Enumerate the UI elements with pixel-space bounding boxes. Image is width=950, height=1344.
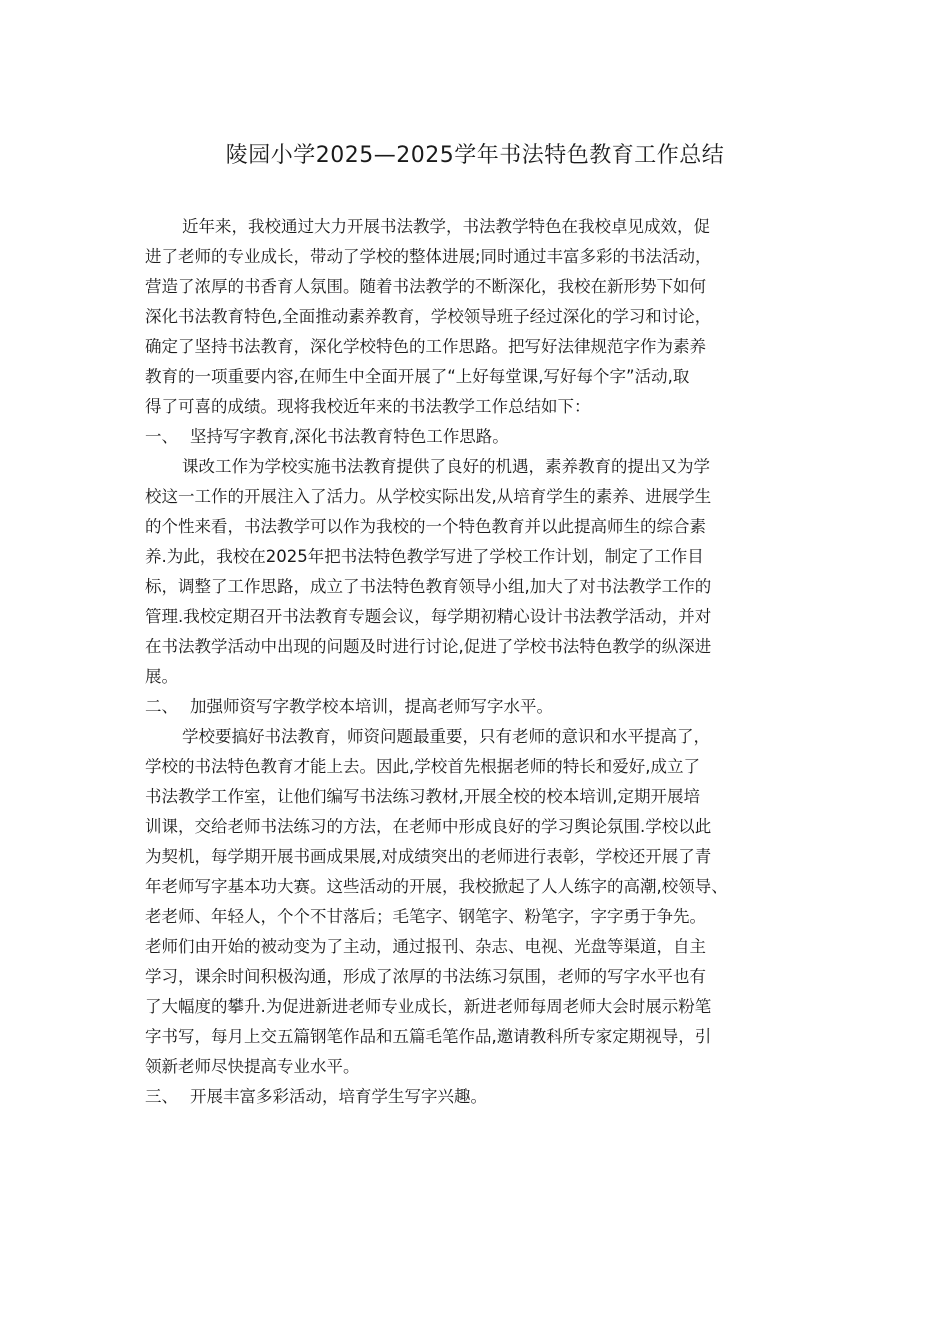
section-heading-text: 加强师资写字教学校本培训，提高老师写字水平。 [190, 697, 553, 716]
paragraph-line: 课改工作为学校实施书法教育提供了良好的机遇，素养教育的提出又为学 [182, 457, 710, 476]
paragraph-line: 管理.我校定期召开书法教育专题会议，每学期初精心设计书法教学活动，并对 [145, 607, 712, 626]
section-heading [145, 422, 807, 452]
paragraph-line: 的个性来看，书法教学可以作为我校的一个特色教育并以此提高师生的综合素 [145, 517, 706, 536]
paragraph-line: 学校的书法特色教育才能上去。因此,学校首先根据老师的特长和爱好,成立了 [145, 757, 700, 776]
paragraph-line: 年老师写字基本功大赛。这些活动的开展，我校掀起了人人练字的高潮,校领导、 [145, 877, 728, 896]
paragraph-line: 教育的一项重要内容,在师生中全面开展了“上好每堂课,写好每个字”活动,取 [145, 367, 690, 386]
section-number: 三、 [145, 1087, 178, 1106]
paragraph-line: 字书写，每月上交五篇钢笔作品和五篇毛笔作品,邀请教科所专家定期视导，引 [145, 1027, 712, 1046]
section-number: 一、 [145, 427, 178, 446]
section-heading [145, 1082, 807, 1112]
document-body [145, 212, 807, 1112]
paragraph-line: 进了老师的专业成长，带动了学校的整体进展;同时通过丰富多彩的书法活动， [145, 247, 712, 266]
paragraph-line: 深化书法教育特色,全面推动素养教育，学校领导班子经过深化的学习和讨论， [145, 307, 712, 326]
paragraph-line: 老师们由开始的被动变为了主动，通过报刊、杂志、电视、光盘等渠道，自主 [145, 937, 706, 956]
paragraph-line: 养.为此，我校在2025年把书法特色教学写进了学校工作计划，制定了工作目 [145, 547, 704, 566]
paragraph-line: 营造了浓厚的书香育人氛围。随着书法教学的不断深化，我校在新形势下如何 [145, 277, 706, 296]
section-heading-text: 坚持写字教育,深化书法教育特色工作思路。 [190, 427, 509, 446]
paragraph-line: 确定了坚持书法教育，深化学校特色的工作思路。把写好法律规范字作为素养 [145, 337, 706, 356]
paragraph-line: 书法教学工作室，让他们编写书法练习教材,开展全校的校本培训,定期开展培 [145, 787, 700, 806]
paragraph-line: 展。 [145, 667, 178, 686]
paragraph-line: 在书法教学活动中出现的问题及时进行讨论,促进了学校书法特色教学的纵深进 [145, 637, 712, 656]
paragraph-line: 领新老师尽快提高专业水平。 [145, 1057, 360, 1076]
paragraph [145, 722, 807, 1082]
paragraph-line: 学校要搞好书法教育，师资问题最重要，只有老师的意识和水平提高了， [182, 727, 710, 746]
paragraph-line: 学习，课余时间积极沟通，形成了浓厚的书法练习氛围，老师的写字水平也有 [145, 967, 706, 986]
section-heading-text: 开展丰富多彩活动，培育学生写字兴趣。 [190, 1087, 487, 1106]
document-title: 陵园小学2025—2025学年书法特色教育工作总结 [225, 143, 725, 168]
paragraph-line: 训课，交给老师书法练习的方法，在老师中形成良好的学习舆论氛围.学校以此 [145, 817, 712, 836]
paragraph-line: 得了可喜的成绩。现将我校近年来的书法教学工作总结如下： [145, 397, 591, 416]
paragraph-line: 校这一工作的开展注入了活力。从学校实际出发,从培育学生的素养、进展学生 [145, 487, 712, 506]
paragraph-line: 近年来，我校通过大力开展书法教学，书法教学特色在我校卓见成效，促 [182, 217, 710, 236]
section-heading [145, 692, 807, 722]
paragraph-line: 为契机，每学期开展书画成果展,对成绩突出的老师进行表彰，学校还开展了青 [145, 847, 712, 866]
paragraph [145, 212, 807, 422]
section-number: 二、 [145, 697, 178, 716]
paragraph-line: 老老师、年轻人，个个不甘落后；毛笔字、钢笔字、粉笔字，字字勇于争先。 [145, 907, 706, 926]
paragraph [145, 452, 807, 692]
paragraph-line: 了大幅度的攀升.为促进新进老师专业成长，新进老师每周老师大会时展示粉笔 [145, 997, 712, 1016]
paragraph-line: 标，调整了工作思路，成立了书法特色教育领导小组,加大了对书法教学工作的 [145, 577, 712, 596]
